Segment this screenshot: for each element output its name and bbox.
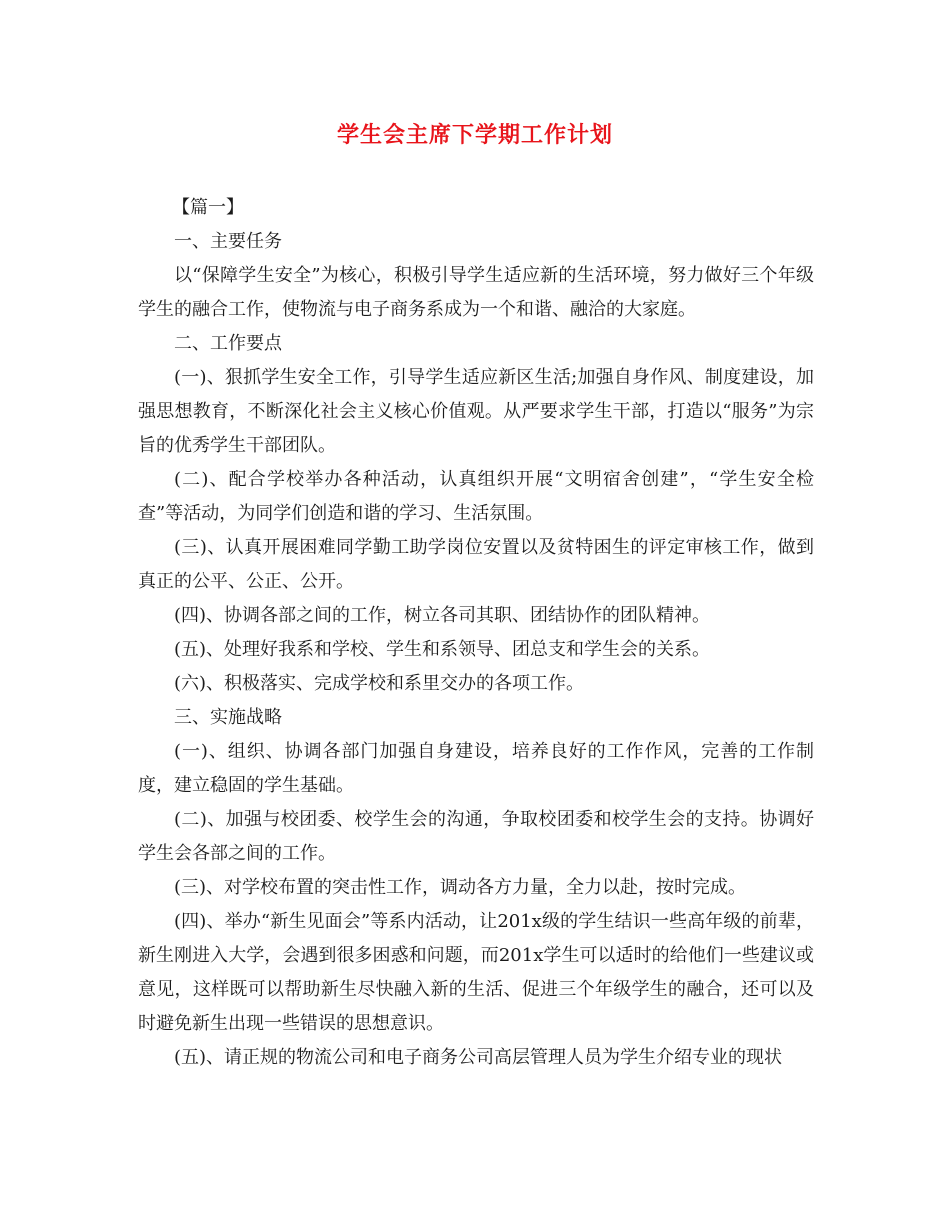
- paragraph: 以“保障学生安全”为核心，积极引导学生适应新的生活环境，努力做好三个年级学生的融合工作，使物流与电子商务系成为一个和谐、融洽的大家庭。: [138, 265, 814, 320]
- paragraph: (一)、狠抓学生安全工作，引导学生适应新区生活;加强自身作风、制度建设，加强思想教育，不断深化社会主义核心价值观。从严要求学生干部，打造以“服务”为宗旨的优秀学生干部团队。: [138, 367, 814, 456]
- heading-main-tasks: 一、主要任务: [174, 231, 282, 252]
- paragraph: (四)、协调各部之间的工作，树立各司其职、团结协作的团队精神。: [174, 605, 711, 626]
- section-label: 【篇一】: [172, 197, 244, 218]
- heading-strategy: 三、实施战略: [174, 707, 282, 728]
- paragraph: (三)、认真开展困难同学勤工助学岗位安置以及贫特困生的评定审核工作，做到真正的公平、公正、公开。: [138, 537, 814, 592]
- paragraph: (六)、积极落实、完成学校和系里交办的各项工作。: [174, 673, 585, 694]
- document-title: 学生会主席下学期工作计划: [336, 122, 613, 148]
- paragraph: (三)、对学校布置的突击性工作，调动各方力量，全力以赴，按时完成。: [174, 877, 747, 898]
- document-body: [138, 191, 814, 1075]
- paragraph: (五)、处理好我系和学校、学生和系领导、团总支和学生会的关系。: [174, 639, 711, 660]
- heading-work-points: 二、工作要点: [174, 333, 282, 354]
- paragraph: (二)、配合学校举办各种活动，认真组织开展“文明宿舍创建”，“学生安全检查”等活动，为同学们创造和谐的学习、生活氛围。: [138, 469, 814, 524]
- paragraph: (一)、组织、协调各部门加强自身建设，培养良好的工作作风，完善的工作制度，建立稳固的学生基础。: [138, 741, 814, 796]
- paragraph: (二)、加强与校团委、校学生会的沟通，争取校团委和校学生会的支持。协调好学生会各部之间的工作。: [138, 809, 814, 864]
- paragraph: (四)、举办“新生见面会”等系内活动，让201x级的学生结识一些高年级的前辈，新生刚进入大学，会遇到很多困惑和问题，而201x学生可以适时的给他们一些建议或意见，这样既可以帮助新生尽快融入新的生活、促进三个年级学生的融合，还可以及时避免新生出现一些错误的思想意识。: [138, 911, 814, 1034]
- paragraph: (五)、请正规的物流公司和电子商务公司高层管理人员为学生介绍专业的现状: [174, 1047, 783, 1068]
